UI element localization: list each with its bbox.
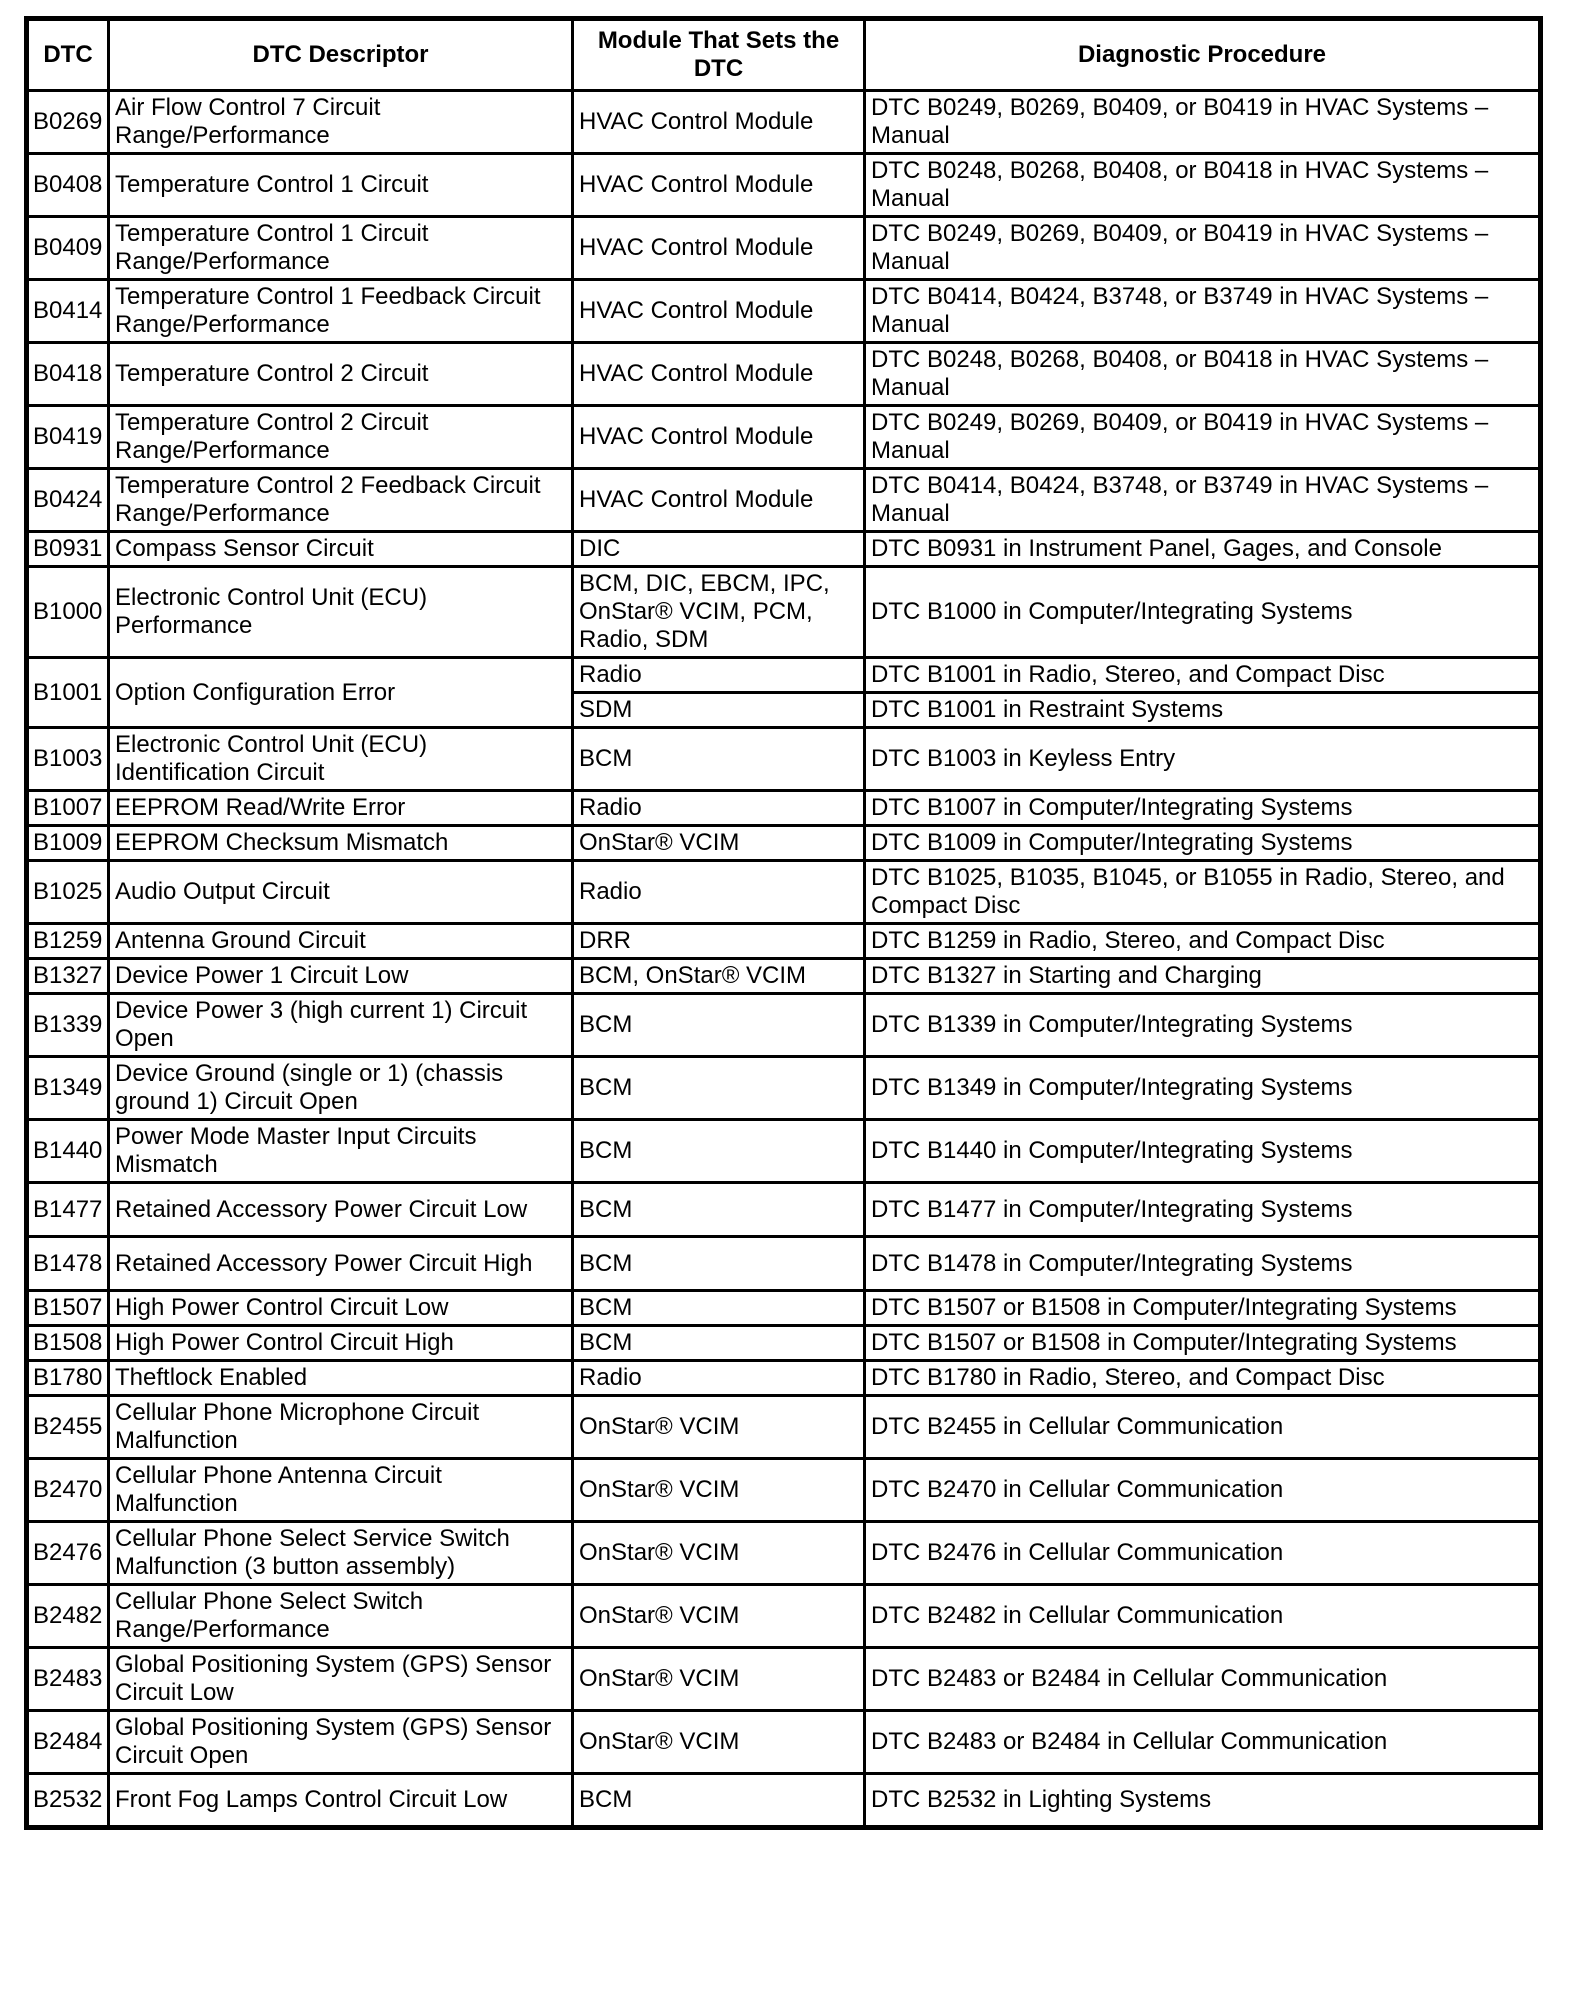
dtc-descriptor-cell: Power Mode Master Input Circuits Mismatch xyxy=(109,1120,573,1183)
procedure-cell: DTC B0414, B0424, B3748, or B3749 in HVAC Systems – Manual xyxy=(865,280,1541,343)
procedure-cell: DTC B2532 in Lighting Systems xyxy=(865,1774,1541,1828)
procedure-cell: DTC B1507 or B1508 in Computer/Integrating Systems xyxy=(865,1291,1541,1326)
dtc-code-cell: B0931 xyxy=(27,532,109,567)
dtc-descriptor-cell: Electronic Control Unit (ECU) Performance xyxy=(109,567,573,658)
procedure-cell: DTC B1025, B1035, B1045, or B1055 in Radio, Stereo, and Compact Disc xyxy=(865,861,1541,924)
table-row xyxy=(27,532,1541,567)
dtc-code-cell: B2476 xyxy=(27,1522,109,1585)
table-row xyxy=(27,826,1541,861)
module-cell: OnStar® VCIM xyxy=(573,1396,865,1459)
procedure-cell: DTC B1003 in Keyless Entry xyxy=(865,728,1541,791)
dtc-descriptor-cell: Audio Output Circuit xyxy=(109,861,573,924)
dtc-code-cell: B0269 xyxy=(27,91,109,154)
module-cell: BCM xyxy=(573,1774,865,1828)
dtc-descriptor-cell: Electronic Control Unit (ECU) Identification Circuit xyxy=(109,728,573,791)
procedure-cell: DTC B0249, B0269, B0409, or B0419 in HVAC Systems – Manual xyxy=(865,406,1541,469)
dtc-code-cell: B2483 xyxy=(27,1648,109,1711)
dtc-code-cell: B2484 xyxy=(27,1711,109,1774)
procedure-cell: DTC B1478 in Computer/Integrating Systems xyxy=(865,1237,1541,1291)
dtc-code-cell: B1009 xyxy=(27,826,109,861)
dtc-code-cell: B2532 xyxy=(27,1774,109,1828)
table-row xyxy=(27,924,1541,959)
dtc-table xyxy=(24,16,1543,1830)
table-row xyxy=(27,1326,1541,1361)
dtc-descriptor-cell: Temperature Control 1 Circuit xyxy=(109,154,573,217)
module-cell: HVAC Control Module xyxy=(573,280,865,343)
table-row xyxy=(27,1585,1541,1648)
dtc-descriptor-cell: Device Ground (single or 1) (chassis ground 1) Circuit Open xyxy=(109,1057,573,1120)
dtc-code-cell: B1000 xyxy=(27,567,109,658)
table-row xyxy=(27,217,1541,280)
procedure-cell: DTC B2483 or B2484 in Cellular Communication xyxy=(865,1648,1541,1711)
dtc-code-cell: B1007 xyxy=(27,791,109,826)
dtc-descriptor-cell: High Power Control Circuit High xyxy=(109,1326,573,1361)
module-cell: DRR xyxy=(573,924,865,959)
table-row xyxy=(27,658,1541,693)
procedure-cell: DTC B0249, B0269, B0409, or B0419 in HVAC Systems – Manual xyxy=(865,91,1541,154)
table-row xyxy=(27,1459,1541,1522)
procedure-cell: DTC B1001 in Radio, Stereo, and Compact Disc xyxy=(865,658,1541,693)
procedure-cell: DTC B0414, B0424, B3748, or B3749 in HVAC Systems – Manual xyxy=(865,469,1541,532)
dtc-code-cell: B1440 xyxy=(27,1120,109,1183)
module-cell: BCM xyxy=(573,994,865,1057)
dtc-code-cell: B0418 xyxy=(27,343,109,406)
dtc-code-cell: B1478 xyxy=(27,1237,109,1291)
table-row xyxy=(27,1648,1541,1711)
dtc-code-cell: B2455 xyxy=(27,1396,109,1459)
procedure-cell: DTC B1259 in Radio, Stereo, and Compact Disc xyxy=(865,924,1541,959)
module-cell: DIC xyxy=(573,532,865,567)
module-cell: OnStar® VCIM xyxy=(573,1585,865,1648)
dtc-descriptor-cell: Air Flow Control 7 Circuit Range/Performance xyxy=(109,91,573,154)
table-row xyxy=(27,406,1541,469)
dtc-descriptor-cell: Retained Accessory Power Circuit High xyxy=(109,1237,573,1291)
dtc-descriptor-cell: Cellular Phone Select Service Switch Malfunction (3 button assembly) xyxy=(109,1522,573,1585)
procedure-cell: DTC B1007 in Computer/Integrating Systems xyxy=(865,791,1541,826)
table-row xyxy=(27,1396,1541,1459)
procedure-cell: DTC B2482 in Cellular Communication xyxy=(865,1585,1541,1648)
dtc-descriptor-cell: Global Positioning System (GPS) Sensor Circuit Open xyxy=(109,1711,573,1774)
dtc-descriptor-cell: Device Power 1 Circuit Low xyxy=(109,959,573,994)
module-cell: BCM, OnStar® VCIM xyxy=(573,959,865,994)
dtc-descriptor-cell: Cellular Phone Select Switch Range/Performance xyxy=(109,1585,573,1648)
table-row xyxy=(27,994,1541,1057)
module-cell: OnStar® VCIM xyxy=(573,1522,865,1585)
procedure-cell: DTC B2470 in Cellular Communication xyxy=(865,1459,1541,1522)
header-procedure: Diagnostic Procedure xyxy=(865,19,1541,91)
dtc-code-cell: B1477 xyxy=(27,1183,109,1237)
dtc-descriptor-cell: Temperature Control 1 Circuit Range/Performance xyxy=(109,217,573,280)
module-cell: BCM xyxy=(573,1291,865,1326)
table-row xyxy=(27,469,1541,532)
module-cell: OnStar® VCIM xyxy=(573,1711,865,1774)
dtc-descriptor-cell: Cellular Phone Microphone Circuit Malfunction xyxy=(109,1396,573,1459)
dtc-descriptor-cell: Compass Sensor Circuit xyxy=(109,532,573,567)
dtc-code-cell: B1339 xyxy=(27,994,109,1057)
module-cell: BCM xyxy=(573,1237,865,1291)
procedure-cell: DTC B1440 in Computer/Integrating Systems xyxy=(865,1120,1541,1183)
table-row xyxy=(27,728,1541,791)
dtc-code-cell: B1780 xyxy=(27,1361,109,1396)
procedure-cell: DTC B0931 in Instrument Panel, Gages, and Console xyxy=(865,532,1541,567)
table-row xyxy=(27,1522,1541,1585)
table-row xyxy=(27,1291,1541,1326)
table-row xyxy=(27,567,1541,658)
header-row xyxy=(27,19,1541,91)
module-cell: BCM xyxy=(573,1120,865,1183)
dtc-descriptor-cell: Retained Accessory Power Circuit Low xyxy=(109,1183,573,1237)
table-row xyxy=(27,280,1541,343)
dtc-descriptor-cell: Antenna Ground Circuit xyxy=(109,924,573,959)
module-cell: HVAC Control Module xyxy=(573,154,865,217)
table-row xyxy=(27,1183,1541,1237)
procedure-cell: DTC B1477 in Computer/Integrating Systems xyxy=(865,1183,1541,1237)
procedure-cell: DTC B1000 in Computer/Integrating Systems xyxy=(865,567,1541,658)
module-cell: HVAC Control Module xyxy=(573,343,865,406)
dtc-code-cell: B1508 xyxy=(27,1326,109,1361)
dtc-descriptor-cell: Temperature Control 2 Circuit Range/Performance xyxy=(109,406,573,469)
module-cell: Radio xyxy=(573,658,865,693)
module-cell: Radio xyxy=(573,1361,865,1396)
procedure-cell: DTC B2476 in Cellular Communication xyxy=(865,1522,1541,1585)
table-row xyxy=(27,1774,1541,1828)
dtc-descriptor-cell: Temperature Control 2 Circuit xyxy=(109,343,573,406)
dtc-descriptor-cell: Temperature Control 1 Feedback Circuit Range/Performance xyxy=(109,280,573,343)
table-row xyxy=(27,1361,1541,1396)
dtc-code-cell: B1025 xyxy=(27,861,109,924)
procedure-cell: DTC B1001 in Restraint Systems xyxy=(865,693,1541,728)
dtc-code-cell: B0414 xyxy=(27,280,109,343)
module-cell: HVAC Control Module xyxy=(573,469,865,532)
dtc-code-cell: B0419 xyxy=(27,406,109,469)
table-row xyxy=(27,1711,1541,1774)
module-cell: HVAC Control Module xyxy=(573,91,865,154)
dtc-code-cell: B0408 xyxy=(27,154,109,217)
procedure-cell: DTC B1780 in Radio, Stereo, and Compact Disc xyxy=(865,1361,1541,1396)
module-cell: OnStar® VCIM xyxy=(573,1459,865,1522)
module-cell: BCM xyxy=(573,1057,865,1120)
module-cell: BCM, DIC, EBCM, IPC, OnStar® VCIM, PCM, Radio, SDM xyxy=(573,567,865,658)
procedure-cell: DTC B2455 in Cellular Communication xyxy=(865,1396,1541,1459)
table-row xyxy=(27,959,1541,994)
table-row xyxy=(27,154,1541,217)
procedure-cell: DTC B1349 in Computer/Integrating Systems xyxy=(865,1057,1541,1120)
dtc-descriptor-cell: EEPROM Checksum Mismatch xyxy=(109,826,573,861)
module-cell: OnStar® VCIM xyxy=(573,826,865,861)
dtc-code-cell: B0409 xyxy=(27,217,109,280)
dtc-descriptor-cell: Theftlock Enabled xyxy=(109,1361,573,1396)
procedure-cell: DTC B1327 in Starting and Charging xyxy=(865,959,1541,994)
table-row xyxy=(27,791,1541,826)
module-cell: HVAC Control Module xyxy=(573,217,865,280)
dtc-code-cell: B1349 xyxy=(27,1057,109,1120)
procedure-cell: DTC B2483 or B2484 in Cellular Communication xyxy=(865,1711,1541,1774)
dtc-descriptor-cell: EEPROM Read/Write Error xyxy=(109,791,573,826)
dtc-descriptor-cell: Global Positioning System (GPS) Sensor Circuit Low xyxy=(109,1648,573,1711)
dtc-descriptor-cell: Front Fog Lamps Control Circuit Low xyxy=(109,1774,573,1828)
dtc-descriptor-cell: Device Power 3 (high current 1) Circuit Open xyxy=(109,994,573,1057)
module-cell: Radio xyxy=(573,791,865,826)
dtc-code-cell: B2470 xyxy=(27,1459,109,1522)
dtc-code-cell: B1327 xyxy=(27,959,109,994)
dtc-code-cell: B0424 xyxy=(27,469,109,532)
table-row xyxy=(27,861,1541,924)
module-cell: HVAC Control Module xyxy=(573,406,865,469)
module-cell: SDM xyxy=(573,693,865,728)
procedure-cell: DTC B0248, B0268, B0408, or B0418 in HVAC Systems – Manual xyxy=(865,343,1541,406)
table-row xyxy=(27,1057,1541,1120)
dtc-descriptor-cell: Cellular Phone Antenna Circuit Malfunction xyxy=(109,1459,573,1522)
table-row xyxy=(27,1120,1541,1183)
dtc-code-cell: B2482 xyxy=(27,1585,109,1648)
table-body xyxy=(27,91,1541,1828)
dtc-descriptor-cell: Temperature Control 2 Feedback Circuit Range/Performance xyxy=(109,469,573,532)
module-cell: BCM xyxy=(573,1183,865,1237)
dtc-code-cell: B1001 xyxy=(27,658,109,728)
dtc-descriptor-cell: High Power Control Circuit Low xyxy=(109,1291,573,1326)
table-row xyxy=(27,91,1541,154)
table-row xyxy=(27,343,1541,406)
procedure-cell: DTC B1339 in Computer/Integrating Systems xyxy=(865,994,1541,1057)
header-dtc: DTC xyxy=(27,19,109,91)
header-descriptor: DTC Descriptor xyxy=(109,19,573,91)
procedure-cell: DTC B1009 in Computer/Integrating Systems xyxy=(865,826,1541,861)
header-module: Module That Sets the DTC xyxy=(573,19,865,91)
procedure-cell: DTC B1507 or B1508 in Computer/Integrating Systems xyxy=(865,1326,1541,1361)
table-row xyxy=(27,1237,1541,1291)
procedure-cell: DTC B0249, B0269, B0409, or B0419 in HVAC Systems – Manual xyxy=(865,217,1541,280)
procedure-cell: DTC B0248, B0268, B0408, or B0418 in HVAC Systems – Manual xyxy=(865,154,1541,217)
module-cell: OnStar® VCIM xyxy=(573,1648,865,1711)
dtc-code-cell: B1003 xyxy=(27,728,109,791)
dtc-code-cell: B1507 xyxy=(27,1291,109,1326)
table-header xyxy=(27,19,1541,91)
module-cell: BCM xyxy=(573,728,865,791)
dtc-descriptor-cell: Option Configuration Error xyxy=(109,658,573,728)
module-cell: BCM xyxy=(573,1326,865,1361)
dtc-code-cell: B1259 xyxy=(27,924,109,959)
module-cell: Radio xyxy=(573,861,865,924)
